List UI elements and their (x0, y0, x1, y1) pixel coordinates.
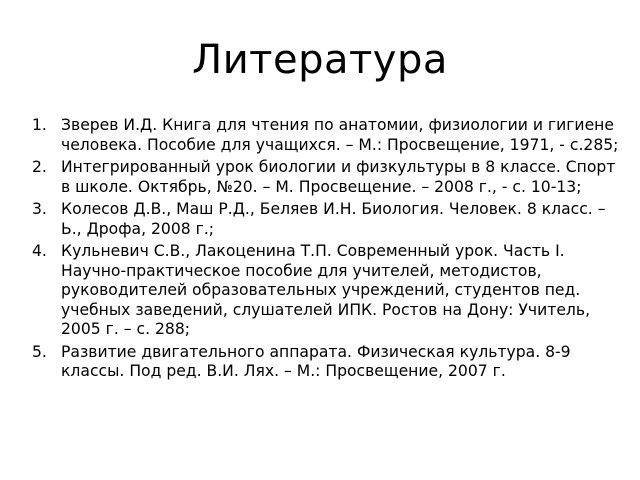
reference-text: Зверев И.Д. Книга для чтения по анатомии, физиологии и гигиене человека. Пособие для учащихся. – М.: Просвещение, 1971, - с.285; (61, 116, 619, 154)
reference-text: Колесов Д.В., Маш Р.Д., Беляев И.Н. Биология. Человек. 8 класс. – Ь., Дрофа, 2008 г.; (61, 200, 606, 238)
reference-number: 1. (32, 116, 47, 134)
slide-title: Литература (192, 37, 448, 83)
reference-text: Развитие двигательного аппарата. Физическая культура. 8-9 классы. Под ред. В.И. Лях. – М.: Просвещение, 2007 г. (61, 342, 571, 380)
reference-text: Кульневич С.В., Лакоценина Т.П. Современный урок. Часть I. Научно-практическое пособие для учителей, методистов, руководителей образовательных учреждений, студентов пед. учебных заведений, слушателей ИПК. Ростов на Дону: Учитель, 2005 г. – с. 288; (61, 242, 591, 338)
reference-text: Интегрированный урок биологии и физкультуры в 8 классе. Спорт в школе. Октябрь, №20. – М. Просвещение. – 2008 г., - с. 10-13; (61, 158, 616, 196)
reference-item (32, 242, 624, 340)
reference-list (32, 116, 624, 385)
reference-item (32, 200, 624, 239)
reference-item (32, 116, 624, 155)
reference-number: 4. (32, 242, 47, 260)
reference-number: 2. (32, 158, 47, 176)
reference-item (32, 158, 624, 197)
reference-number: 5. (32, 342, 47, 361)
reference-number: 3. (32, 200, 47, 218)
reference-item (32, 343, 624, 382)
